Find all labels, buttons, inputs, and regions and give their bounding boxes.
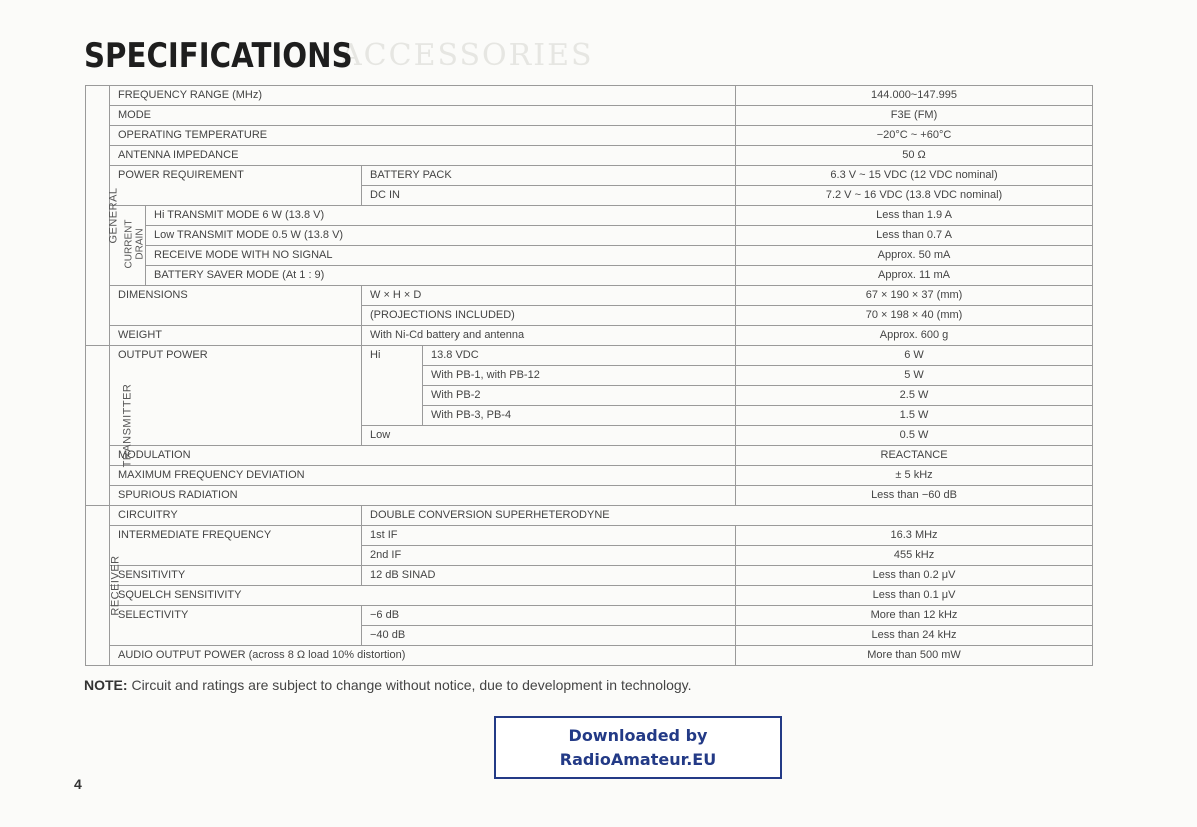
spec-value: Less than 1.9 A — [736, 206, 1093, 226]
spec-value: More than 500 mW — [736, 646, 1093, 666]
spec-label: RECEIVE MODE WITH NO SIGNAL — [146, 246, 736, 266]
spec-label: AUDIO OUTPUT POWER (across 8 Ω load 10% distortion) — [110, 646, 736, 666]
spec-label: SPURIOUS RADIATION — [110, 486, 736, 506]
table-row — [86, 566, 1093, 586]
spec-label: ANTENNA IMPEDANCE — [110, 146, 736, 166]
spec-value: 455 kHz — [736, 546, 1093, 566]
spec-condition: With PB-3, PB-4 — [423, 406, 736, 426]
spec-label: SENSITIVITY — [110, 566, 362, 586]
spec-sublabel: Hi — [362, 346, 423, 426]
spec-value: DOUBLE CONVERSION SUPERHETERODYNE — [362, 506, 1093, 526]
spec-value: 70 × 198 × 40 (mm) — [736, 306, 1093, 326]
ghost-heading: ACCESSORIES — [340, 38, 594, 73]
spec-sublabel: 1st IF — [362, 526, 736, 546]
spec-value: 2.5 W — [736, 386, 1093, 406]
spec-sublabel: −40 dB — [362, 626, 736, 646]
spec-value: 144.000~147.995 — [736, 86, 1093, 106]
spec-value: 0.5 W — [736, 426, 1093, 446]
spec-label: WEIGHT — [110, 326, 362, 346]
table-row — [86, 346, 1093, 366]
spec-value: Less than −60 dB — [736, 486, 1093, 506]
table-row — [86, 206, 1093, 226]
table-row — [86, 646, 1093, 666]
spec-condition: 13.8 VDC — [423, 346, 736, 366]
spec-sublabel: (PROJECTIONS INCLUDED) — [362, 306, 736, 326]
table-row — [86, 106, 1093, 126]
spec-sublabel: BATTERY PACK — [362, 166, 736, 186]
table-row — [86, 126, 1093, 146]
table-row — [86, 466, 1093, 486]
spec-label: SELECTIVITY — [110, 606, 362, 646]
spec-label: OPERATING TEMPERATURE — [110, 126, 736, 146]
table-row — [86, 286, 1093, 306]
spec-label: FREQUENCY RANGE (MHz) — [110, 86, 736, 106]
table-row — [86, 266, 1093, 286]
table-row — [86, 226, 1093, 246]
spec-value: REACTANCE — [736, 446, 1093, 466]
download-stamp — [494, 716, 782, 779]
spec-label: OUTPUT POWER — [110, 346, 362, 446]
section-general: GENERAL — [86, 86, 110, 346]
spec-sublabel: DC IN — [362, 186, 736, 206]
spec-label: MAXIMUM FREQUENCY DEVIATION — [110, 466, 736, 486]
spec-sublabel: W × H × D — [362, 286, 736, 306]
spec-value: 50 Ω — [736, 146, 1093, 166]
spec-label: MODULATION — [110, 446, 736, 466]
spec-label: CIRCUITRY — [110, 506, 362, 526]
spec-value: 7.2 V ~ 16 VDC (13.8 VDC nominal) — [736, 186, 1093, 206]
table-row — [86, 326, 1093, 346]
spec-label: Low TRANSMIT MODE 0.5 W (13.8 V) — [146, 226, 736, 246]
spec-label: SQUELCH SENSITIVITY — [110, 586, 736, 606]
section-receiver: RECEIVER — [86, 506, 110, 666]
table-row — [86, 486, 1093, 506]
spec-value: 6.3 V ~ 15 VDC (12 VDC nominal) — [736, 166, 1093, 186]
table-row — [86, 446, 1093, 466]
spec-label: DIMENSIONS — [110, 286, 362, 326]
spec-value: Approx. 11 mA — [736, 266, 1093, 286]
spec-sublabel: −6 dB — [362, 606, 736, 626]
spec-value: ± 5 kHz — [736, 466, 1093, 486]
table-row — [86, 86, 1093, 106]
spec-label: POWER REQUIREMENT — [110, 166, 362, 206]
spec-value: Less than 0.1 μV — [736, 586, 1093, 606]
spec-sublabel: With Ni-Cd battery and antenna — [362, 326, 736, 346]
spec-value: 16.3 MHz — [736, 526, 1093, 546]
spec-value: Approx. 50 mA — [736, 246, 1093, 266]
spec-value: 1.5 W — [736, 406, 1093, 426]
spec-value: More than 12 kHz — [736, 606, 1093, 626]
spec-label: INTERMEDIATE FREQUENCY — [110, 526, 362, 566]
table-row — [86, 586, 1093, 606]
spec-value: Less than 0.2 μV — [736, 566, 1093, 586]
section-transmitter: TRANSMITTER — [86, 346, 110, 506]
page-number: 4 — [74, 776, 82, 792]
spec-condition: With PB-1, with PB-12 — [423, 366, 736, 386]
page-title: SPECIFICATIONS — [84, 36, 353, 76]
spec-value: −20°C ~ +60°C — [736, 126, 1093, 146]
table-row — [86, 166, 1093, 186]
table-row — [86, 606, 1093, 626]
note-text: Circuit and ratings are subject to change without notice, due to development in technology. — [127, 677, 692, 693]
spec-value: F3E (FM) — [736, 106, 1093, 126]
spec-condition: With PB-2 — [423, 386, 736, 406]
specifications-table — [85, 85, 1093, 666]
spec-value: 6 W — [736, 346, 1093, 366]
spec-sublabel: 12 dB SINAD — [362, 566, 736, 586]
spec-sublabel: 2nd IF — [362, 546, 736, 566]
table-row — [86, 526, 1093, 546]
table-row — [86, 506, 1093, 526]
note-prefix: NOTE: — [84, 677, 128, 693]
table-row — [86, 246, 1093, 266]
footnote — [84, 677, 692, 693]
spec-value: 67 × 190 × 37 (mm) — [736, 286, 1093, 306]
spec-sublabel: Low — [362, 426, 736, 446]
spec-value: Approx. 600 g — [736, 326, 1093, 346]
spec-label: MODE — [110, 106, 736, 126]
download-line-2: RadioAmateur.EU — [559, 750, 717, 769]
spec-value: Less than 0.7 A — [736, 226, 1093, 246]
spec-value: Less than 24 kHz — [736, 626, 1093, 646]
current-drain-label: CURRENT DRAIN — [110, 206, 146, 286]
spec-label: BATTERY SAVER MODE (At 1 : 9) — [146, 266, 736, 286]
table-row — [86, 146, 1093, 166]
spec-label: Hi TRANSMIT MODE 6 W (13.8 V) — [146, 206, 736, 226]
spec-value: 5 W — [736, 366, 1093, 386]
download-line-1: Downloaded by — [568, 726, 708, 745]
